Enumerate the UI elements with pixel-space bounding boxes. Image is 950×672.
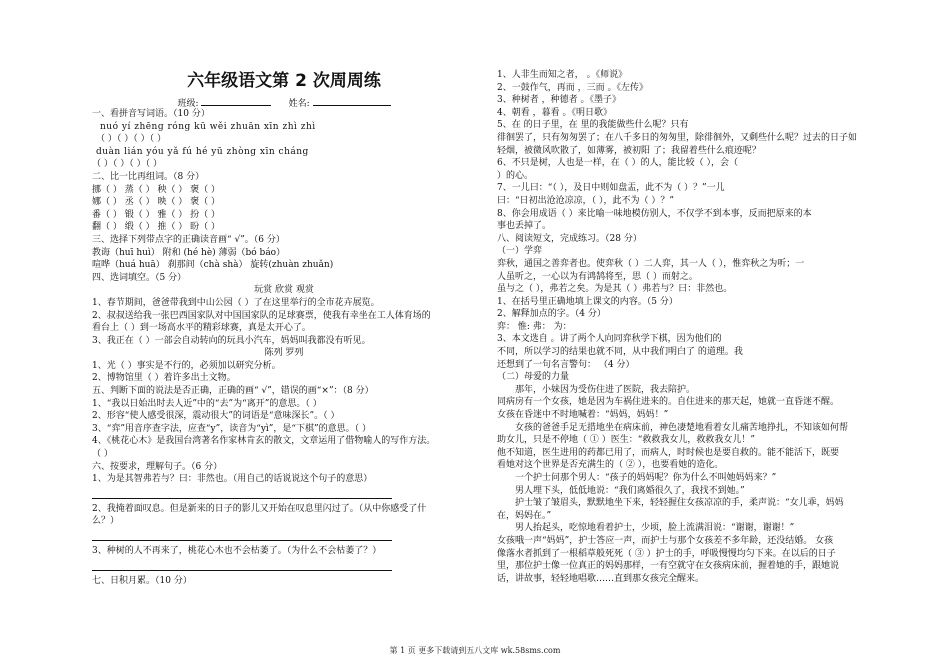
- passage-2-line-14: 像落水者抓到了一根稻草般死死（ ③ ）护士的手，呼吸慢慢均匀下来。在以后的日子: [497, 548, 836, 559]
- passage-2-line-12: 男人抬起头，吃惊地看着护士，少顷，脸上流满泪说：“谢谢，谢谢！”: [515, 523, 795, 534]
- compare-row-3: 番（ ） 锻（ ） 雅（ ） 扮（ ）: [92, 209, 221, 220]
- passage-2-line-3: 女孩在昏迷中不时地喊着：“妈妈，妈妈！”: [497, 410, 669, 421]
- section-8-heading: 八、阅读短文，完成练习。（28 分）: [497, 233, 642, 244]
- fill-question-4: 1、光（ ）事实是不行的，必须加以研究分析。: [92, 360, 281, 371]
- passage-2-line-8: 一个护士问那个男人：“孩子的妈妈呢？你为什么不叫她妈妈来？”: [515, 473, 777, 483]
- accum-8-cont: 事也丢掉了。: [497, 221, 552, 232]
- passage-2-line-4: 女孩的爸爸手足无措地坐在病床前，神色凄楚地看着女儿痛苦地挣扎，不知该如何帮: [515, 422, 849, 433]
- understand-question-2: 2、我掩着面叹息。但是新来的日子的影儿又开始在叹息里闪过了。（从中你感受了什: [92, 503, 427, 514]
- accum-2: 2、一鼓作气，再而 ，三而 。《左传》: [497, 82, 648, 93]
- right-body: [497, 69, 875, 585]
- understand-question-2-cont: 么？）: [92, 516, 120, 527]
- answer-row-2: （ ）（ ）（ ）（ ）: [92, 159, 162, 170]
- accum-6-cont: ）的心。: [497, 170, 534, 181]
- name-blank[interactable]: [313, 96, 391, 106]
- passage-2-line-5: 助女儿，只是不停地（ ① ）医生：“救救我女儿，救救我女儿！”: [497, 435, 755, 446]
- understand-question-1: 1、为是其智弗若与？曰：非然也。（用自己的话说说这个句子的意思）: [92, 474, 373, 485]
- judge-question-4-cont: （ ）: [92, 449, 113, 460]
- page-footer: 第 1 页 更多下载请到五八文库 wk.58sms.com: [389, 646, 561, 655]
- answer-line-3[interactable]: [92, 560, 392, 571]
- section-5-heading: 五、判断下面的说法是否正确，正确的画“ √”，错误的画“×”：（8 分）: [92, 386, 374, 397]
- compare-row-2: 娜（ ） 丞（ ） 映（ ） 褒（ ）: [92, 197, 221, 208]
- fill-question-1: 1、春节期间，爸爸带我到中山公园（ ）了在这里举行的全市花卉展览。: [92, 297, 380, 308]
- accum-5-cont-1: 徘徊罢了，只有匆匆罢了；在八千多日的匆匆里，除徘徊外，又剩些什么呢？过去的日子如: [497, 132, 858, 143]
- passage-2-line-16: 话，讲故事，轻轻地唱歌……直到那女孩完全醒来。: [497, 573, 705, 584]
- compare-row-1: 挪（ ） 蒸（ ） 秧（ ） 褒（ ）: [92, 184, 221, 195]
- understand-question-3: 3、种树的人不再来了，桃花心木也不会枯萎了。（为什么不会枯萎了？）: [92, 546, 382, 556]
- passage-1-line-1: 弈秋，通国之善弈者也。使弈秋（ ）二人弈，其一人（ ），惟弈秋之为听；一: [497, 258, 805, 269]
- left-body: [92, 108, 476, 587]
- passage-2-line-9: 男人埋下头，低低地说：“我们离婚很久了，我找不到她。”: [515, 485, 745, 496]
- passage-1-question-3-cont-1: 不同，所以学习的结果也就不同，从中我们明白了 的道理。我: [497, 347, 743, 358]
- judge-question-2: 2、形容“使人感受很深，震动很大”的词语是“意味深长”。（ ）: [92, 411, 340, 422]
- accum-6: 6、不只是树，人也是一样，在（ ）的人，能比较（ ），会（: [497, 158, 738, 169]
- passage-2-line-2: 同病房有一个女孩，她是因为车祸住进来的。自住进来的那天起，她就一直昏迷不醒。: [497, 397, 840, 408]
- pinyin-row-1: nuó yí zhēng róng kū wěi zhuān xīn zhì zhì: [100, 121, 316, 132]
- fill-question-5: 2、博物馆里（ ）着许多出土文物。: [92, 373, 236, 384]
- passage-2-line-15: 里，那位护士像一位真正的妈妈那样，一有空就守在女孩病床前，握着她的手，跟她说: [497, 561, 840, 572]
- passage-2-line-13: 女孩哦一声“妈妈”，护士答应一声，而护士与那个女孩差不多年龄，还没结婚。 女孩: [497, 535, 834, 546]
- accum-4: 4、朝看 ，暮看 。《明日歌》: [497, 107, 612, 118]
- answer-line-2[interactable]: [92, 530, 392, 541]
- name-label: 姓名:: [288, 99, 310, 109]
- pinyin-row-2: duàn lián yóu yǎ fú hé yū zhòng xīn cháng: [96, 146, 309, 157]
- answer-line-1[interactable]: [92, 488, 392, 499]
- accum-8: 8、你会用成语（ ）来比喻一味地模仿别人，不仅学不到本事，反而把原来的本: [497, 208, 812, 219]
- accum-1: 1、人非生而知之者， 。《师说》: [497, 70, 628, 80]
- page-title: 六年级语文第 2 次周周练: [187, 71, 381, 91]
- passage-2-line-11: 在，妈妈在。”: [497, 510, 552, 521]
- class-blank[interactable]: [201, 96, 271, 106]
- passage-1-question-1: 1、在括号里正确地填上课文的内容。（5 分）: [497, 296, 678, 307]
- compare-row-4: 翻（ ） 缎（ ） 推（ ） 盼（ ）: [92, 222, 221, 233]
- subsection-2-heading: （二）母爱的力量: [497, 372, 570, 383]
- word-choices-2: 陈列 罗列: [264, 348, 304, 359]
- passage-1-line-3: 虽与之（ ），弗若之矣。为是其（ ）弗若与？曰：非然也。: [497, 284, 733, 295]
- fill-question-3: 3、我正在（ ）一部会自动转向的玩具小汽车，妈妈叫我都没有听见。: [92, 335, 371, 346]
- accum-3: 3、种树者 ，种德者 。《墨子》: [497, 95, 621, 106]
- class-label: 班级:: [177, 99, 199, 109]
- passage-1-question-3: 3、本文选自 。讲了两个人向同弈秋学下棋，因为他们的: [497, 334, 722, 345]
- subsection-1-heading: （一）学弈: [497, 246, 543, 257]
- section-7-heading: 七、日积月累。（10 分）: [92, 575, 192, 586]
- accum-5-cont-2: 轻烟，被微风吹散了，如薄雾，被初阳 了；我留着些什么痕迹呢？: [497, 145, 761, 156]
- accum-7: 7、一儿曰：“（ ），及日中则如盘盂，此不为（ ）？”一儿: [497, 183, 725, 194]
- passage-2-line-1: 那年，小妹因为受伤住进了医院，我去陪护。: [515, 384, 696, 395]
- reading-row-2: 喧哗（huá huā） 刹那间（chà shà） 旋转(zhuàn zhuǎn): [92, 260, 334, 271]
- judge-question-3: 3、“弈”用音序查字法，应查“y”，读音为“yì”，是“下棋”的意思。（ ）: [92, 423, 371, 434]
- accum-7-cont: 曰：“日初出沧沧凉凉，（ ），此不为（ ）？”: [497, 195, 674, 206]
- fill-question-2-cont: 看台上（ ）到一场高水平的精彩球赛，真是太开心了。: [92, 323, 311, 334]
- answer-row-1: （ ）（ ）（ ）（ ）: [96, 134, 166, 145]
- judge-question-1: 1、“我以日始出时去人近”中的“去”为“离开”的意思。（ ）: [92, 398, 322, 409]
- passage-2-line-10: 护士皱了皱眉头，默默地坐下来，轻轻握住女孩凉凉的手，柔声说：“女儿乖，妈妈: [515, 498, 844, 509]
- passage-2-line-7: 看她对这个世界是否充满生的（ ② ），也要看她的造化。: [497, 460, 724, 471]
- word-choices-1: 玩赏 欣赏 观赏: [254, 285, 314, 296]
- section-6-heading: 六、按要求，理解句子。（6 分）: [92, 461, 223, 472]
- fill-question-2: 2、叔叔送给我一张巴西国家队对中国国家队的足球赛票，使我有幸坐在工人体育场的: [92, 310, 431, 321]
- passage-1-question-2: 2、解释加点的字。（4 分）: [497, 309, 606, 320]
- passage-1-question-3-cont-2: 还想到了一句名言警句： （4 分）: [497, 359, 635, 370]
- passage-1-line-2: 人虽听之，一心以为有鸿鹄将至，思（ ）而射之。: [497, 271, 698, 282]
- reading-row-1: 教诲（huī huì） 附和 (hé hè) 薄弱（bó báo）: [92, 247, 286, 258]
- passage-2-line-6: 他不知道，医生进用的药都已用了，而病人，时时候也是要自救的。能不能活下，既要: [497, 447, 840, 458]
- section-2-heading: 二、比一比再组词。（8 分）: [92, 171, 205, 182]
- section-1-heading: 一、看拼音写词语。（10 分）: [92, 109, 210, 119]
- passage-1-question-2-blanks: 弈： 惟: 弗： 为：: [497, 321, 572, 332]
- section-4-heading: 四、选词填空。（5 分）: [92, 272, 187, 283]
- accum-5: 5、在 的日子里，在 里的我能做些什么呢？只有: [497, 120, 689, 131]
- judge-question-4: 4、《桃花心木》是我国台湾著名作家林肯玄的散文，文章运用了借物喻人的写作方法。: [92, 436, 436, 447]
- section-3-heading: 三、选择下列带点字的正确读音画“ √”。（6 分）: [92, 234, 285, 245]
